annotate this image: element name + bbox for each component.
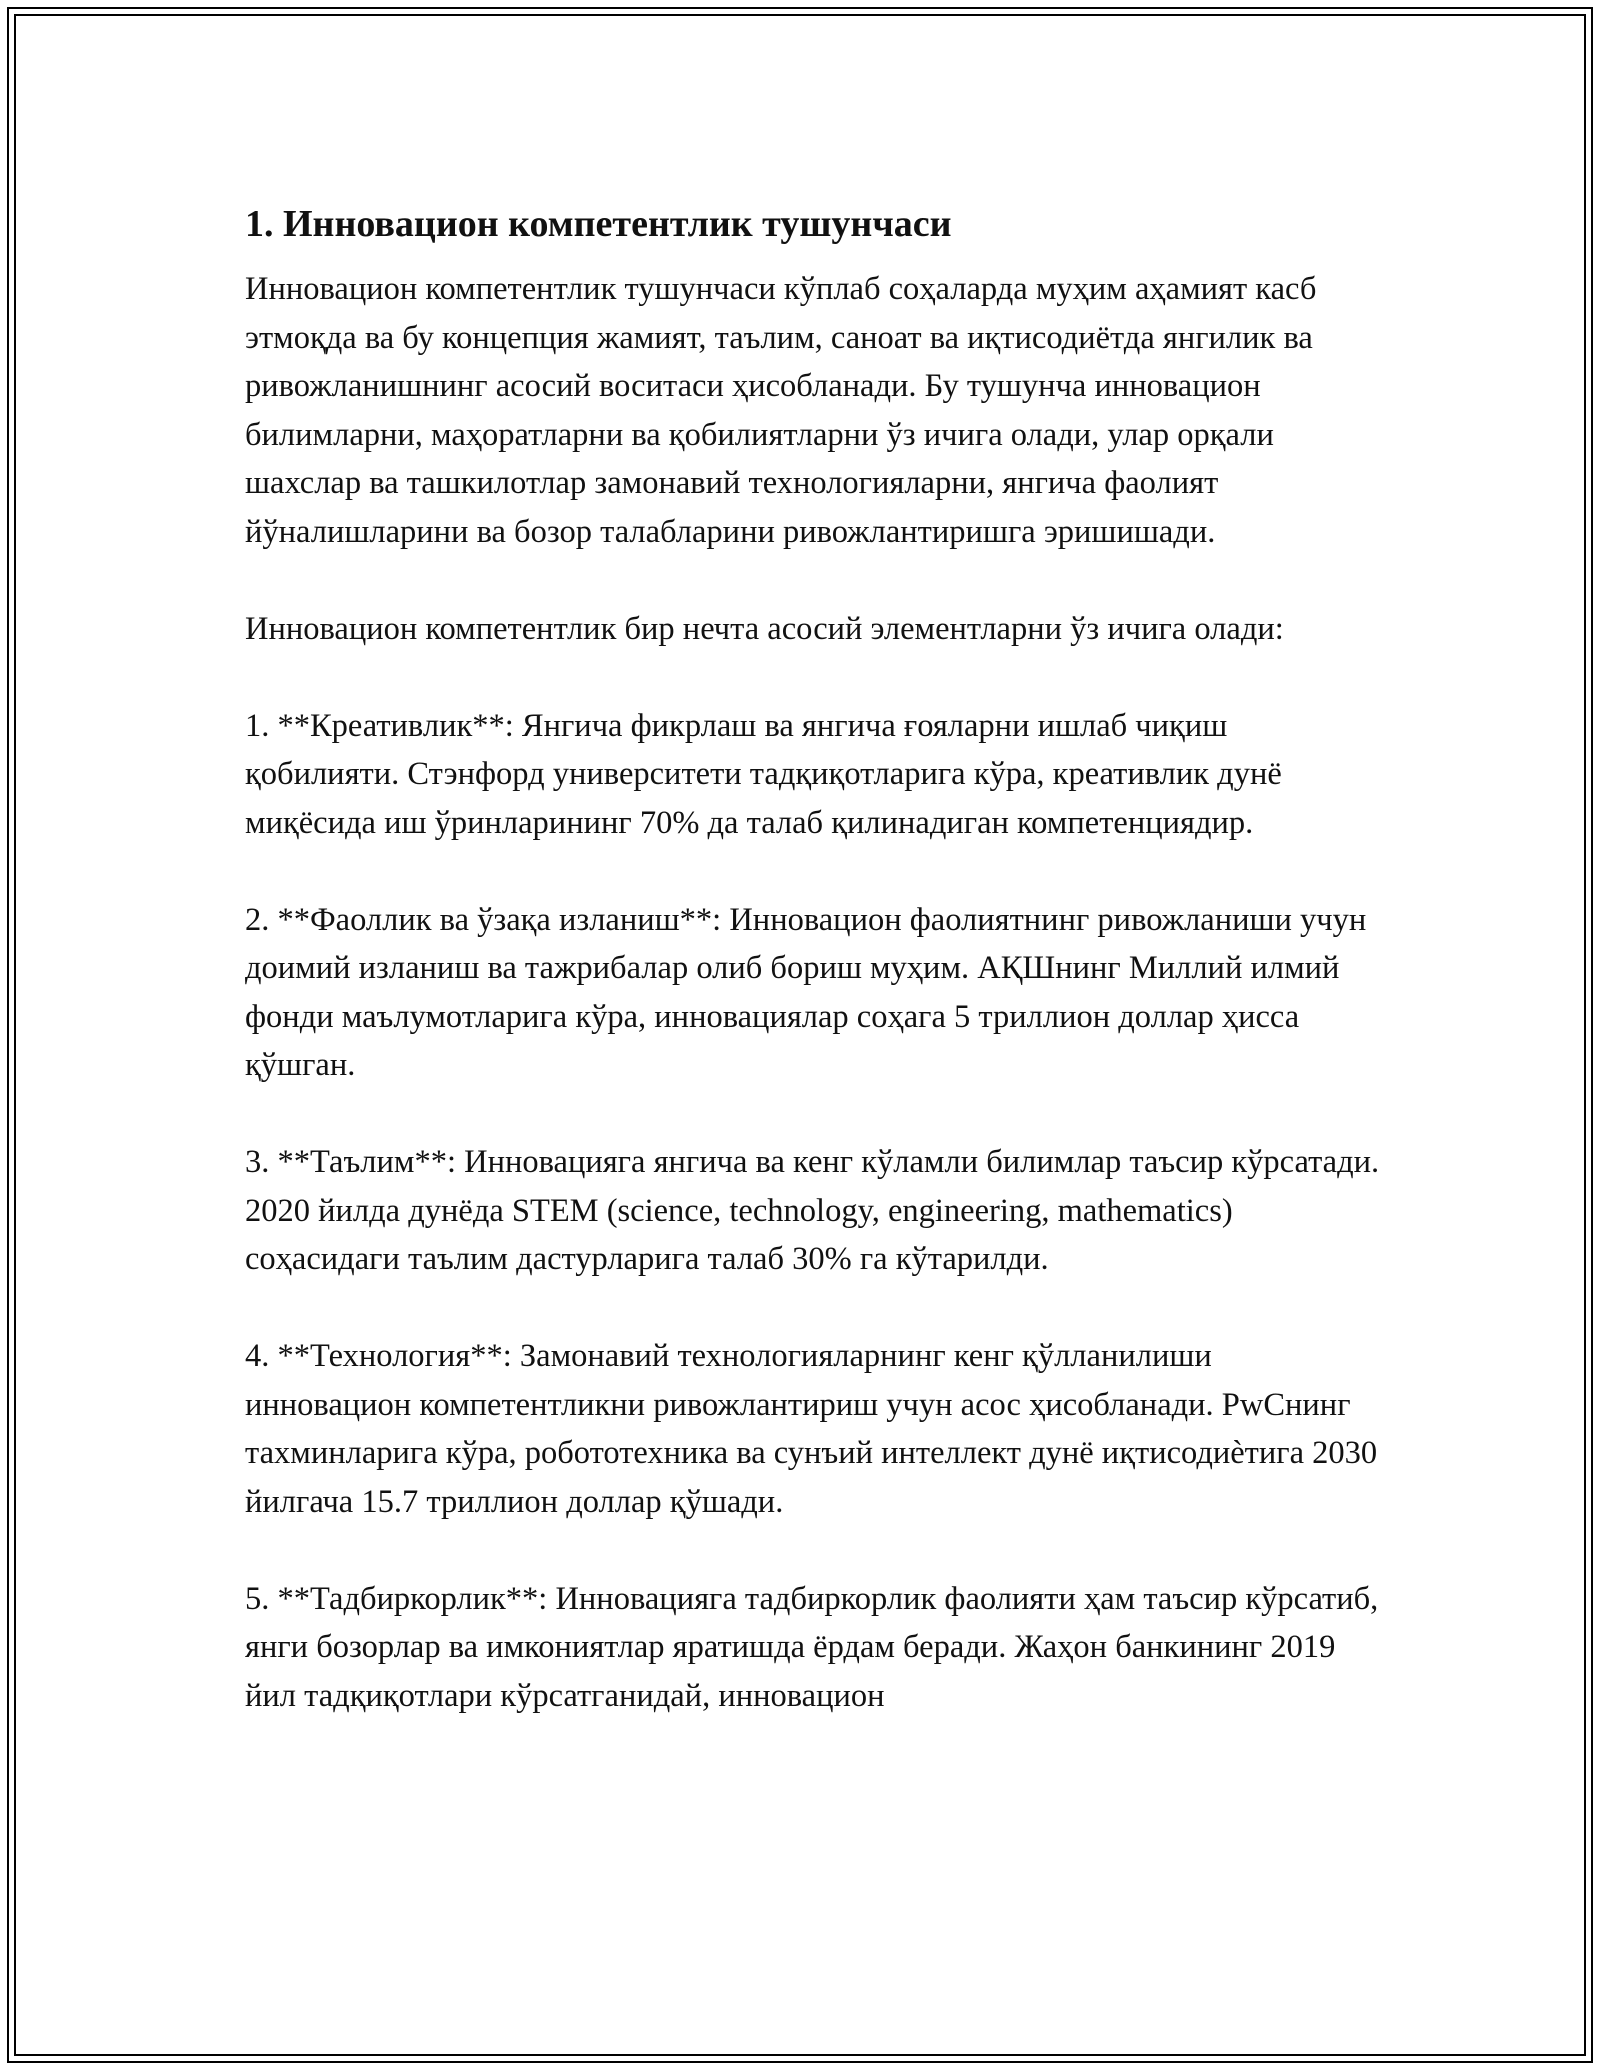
list-item-education: 3. **Таълим**: Инновацияга янгича ва кенг кўламли билимлар таъсир кўрсатади. 2020 йилда дунёда STEM (science, technology, engineering, mathematics) соҳасидаги таълим дастурларига талаб 30% га кўтарилди. xyxy=(245,1144,1380,1277)
list-item-technology: 4. **Технология**: Замонавий технологияларнинг кенг қўлланилиши инновацион компетентликни ривожлантириш учун асос ҳисобланади. PwCнинг тахминларига кўра, робототехника ва сунъий интеллект дунё иқтисодиѐтига 2030 йилгача 15.7 триллион доллар қўшади. xyxy=(245,1338,1378,1520)
section-heading: 1. Инновацион компетентлик тушунчаси xyxy=(245,203,952,245)
list-item-activity: 2. **Фаоллик ва ўзақа изланиш**: Инновацион фаолиятнинг ривожланиши учун доимий изланиш ва тажрибалар олиб бориш муҳим. АҚШнинг Миллий илмий фонди маълумотларига кўра, инновациялар соҳага 5 триллион доллар ҳисса қўшган. xyxy=(245,901,1367,1083)
list-item-creativity: 1. **Креативлик**: Янгича фикрлаш ва янгича ғояларни ишлаб чиқиш қобилияти. Стэнфорд университети тадқиқотларига кўра, креативлик дунё миқёсида иш ўринларининг 70% да талаб қилинадиган компетенциядир. xyxy=(245,707,1282,841)
list-item-entrepreneurship: 5. **Тадбиркорлик**: Инновацияга тадбиркорлик фаолияти ҳам таъсир кўрсатиб, янги бозорлар ва имкониятлар яратишда ёрдам беради. Жаҳон банкининг 2019 йил тадқиқотлари кўрсатганидай, инновацион xyxy=(245,1580,1379,1714)
document-content xyxy=(245,195,1385,1769)
paragraph-intro: Инновацион компетентлик тушунчаси кўплаб соҳаларда муҳим аҳамият касб этмоқда ва бу концепция жамият, таълим, саноат ва иқтисодиётда янгилик ва ривожланишнинг асосий воситаси ҳисобланади. Бу тушунча инновацион билимларни, маҳоратларни ва қобилиятларни ўз ичига олади, улар орқали шахслар ва ташкилотлар замонавий технологияларни, янгича фаолият йўналишларини ва бозор талабларини ривожлантиришга эришишади. xyxy=(245,271,1317,550)
page-frame xyxy=(7,7,1593,2063)
paragraph-elements-lead: Инновацион компетентлик бир нечта асосий элементларни ўз ичига олади: xyxy=(245,610,1284,647)
